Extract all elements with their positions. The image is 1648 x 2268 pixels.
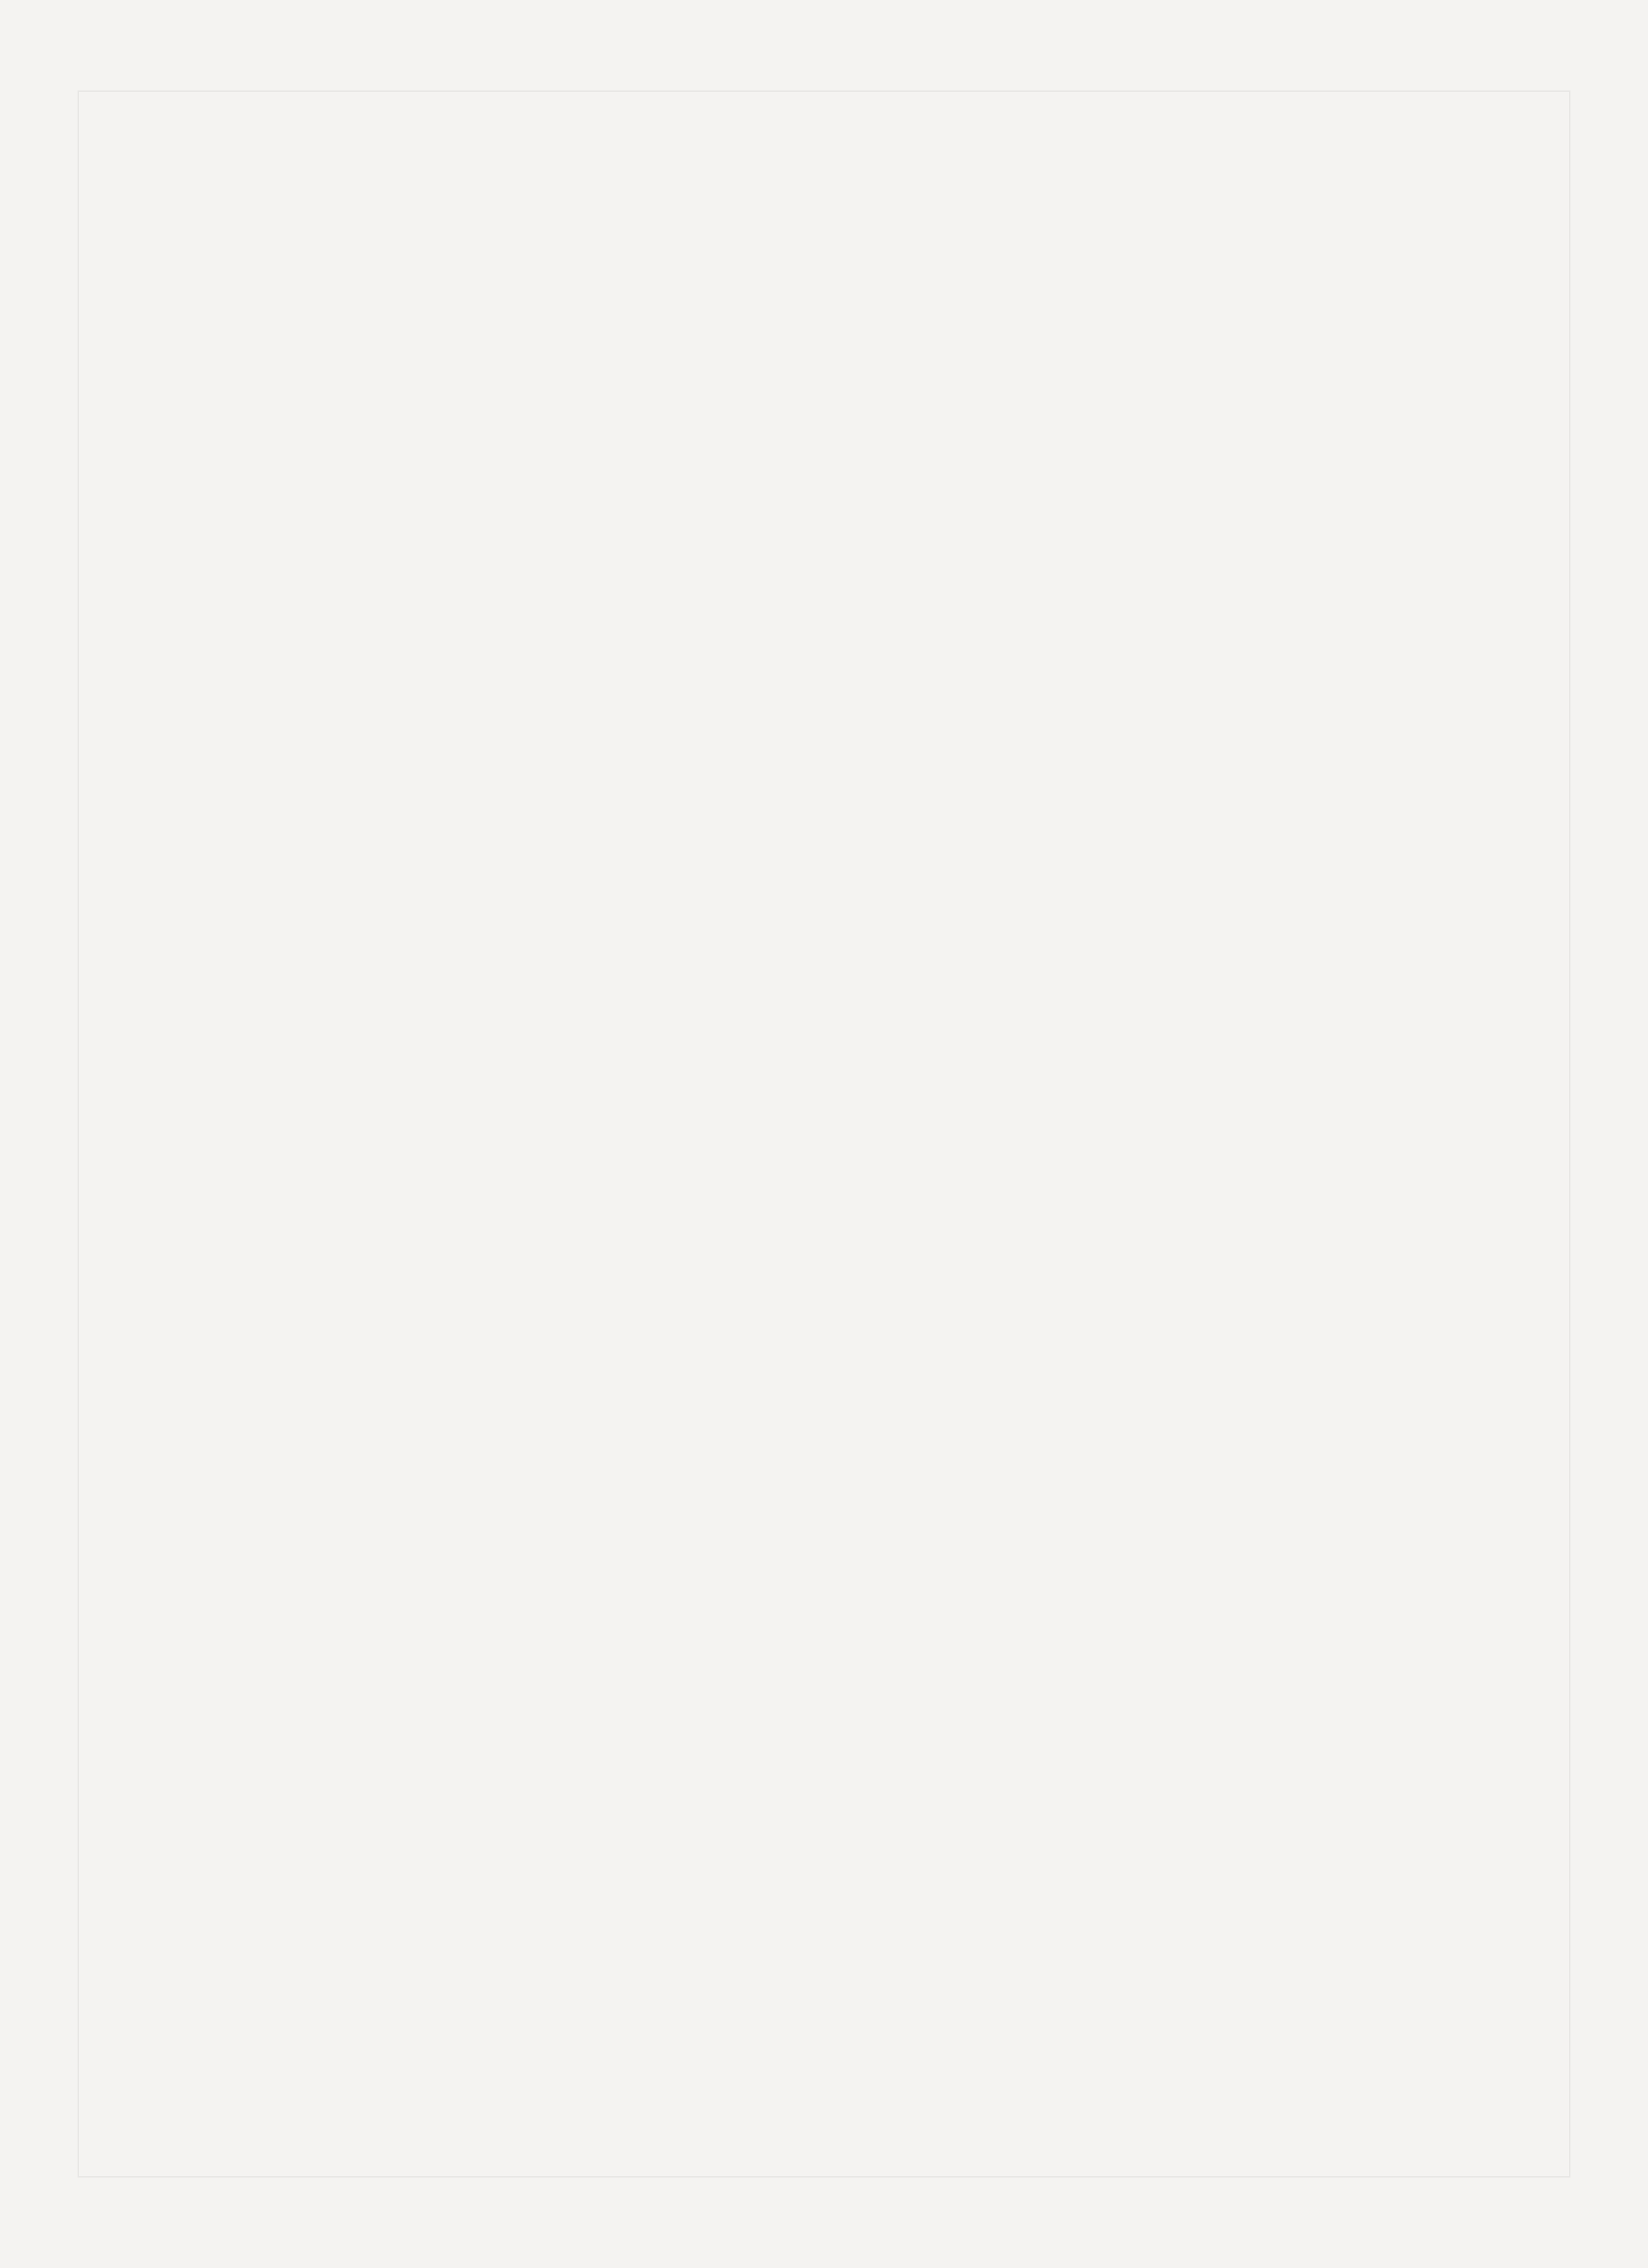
document-title [0,207,1648,239]
document-subtitle [0,252,1648,278]
blank-sheet [78,90,1570,2178]
